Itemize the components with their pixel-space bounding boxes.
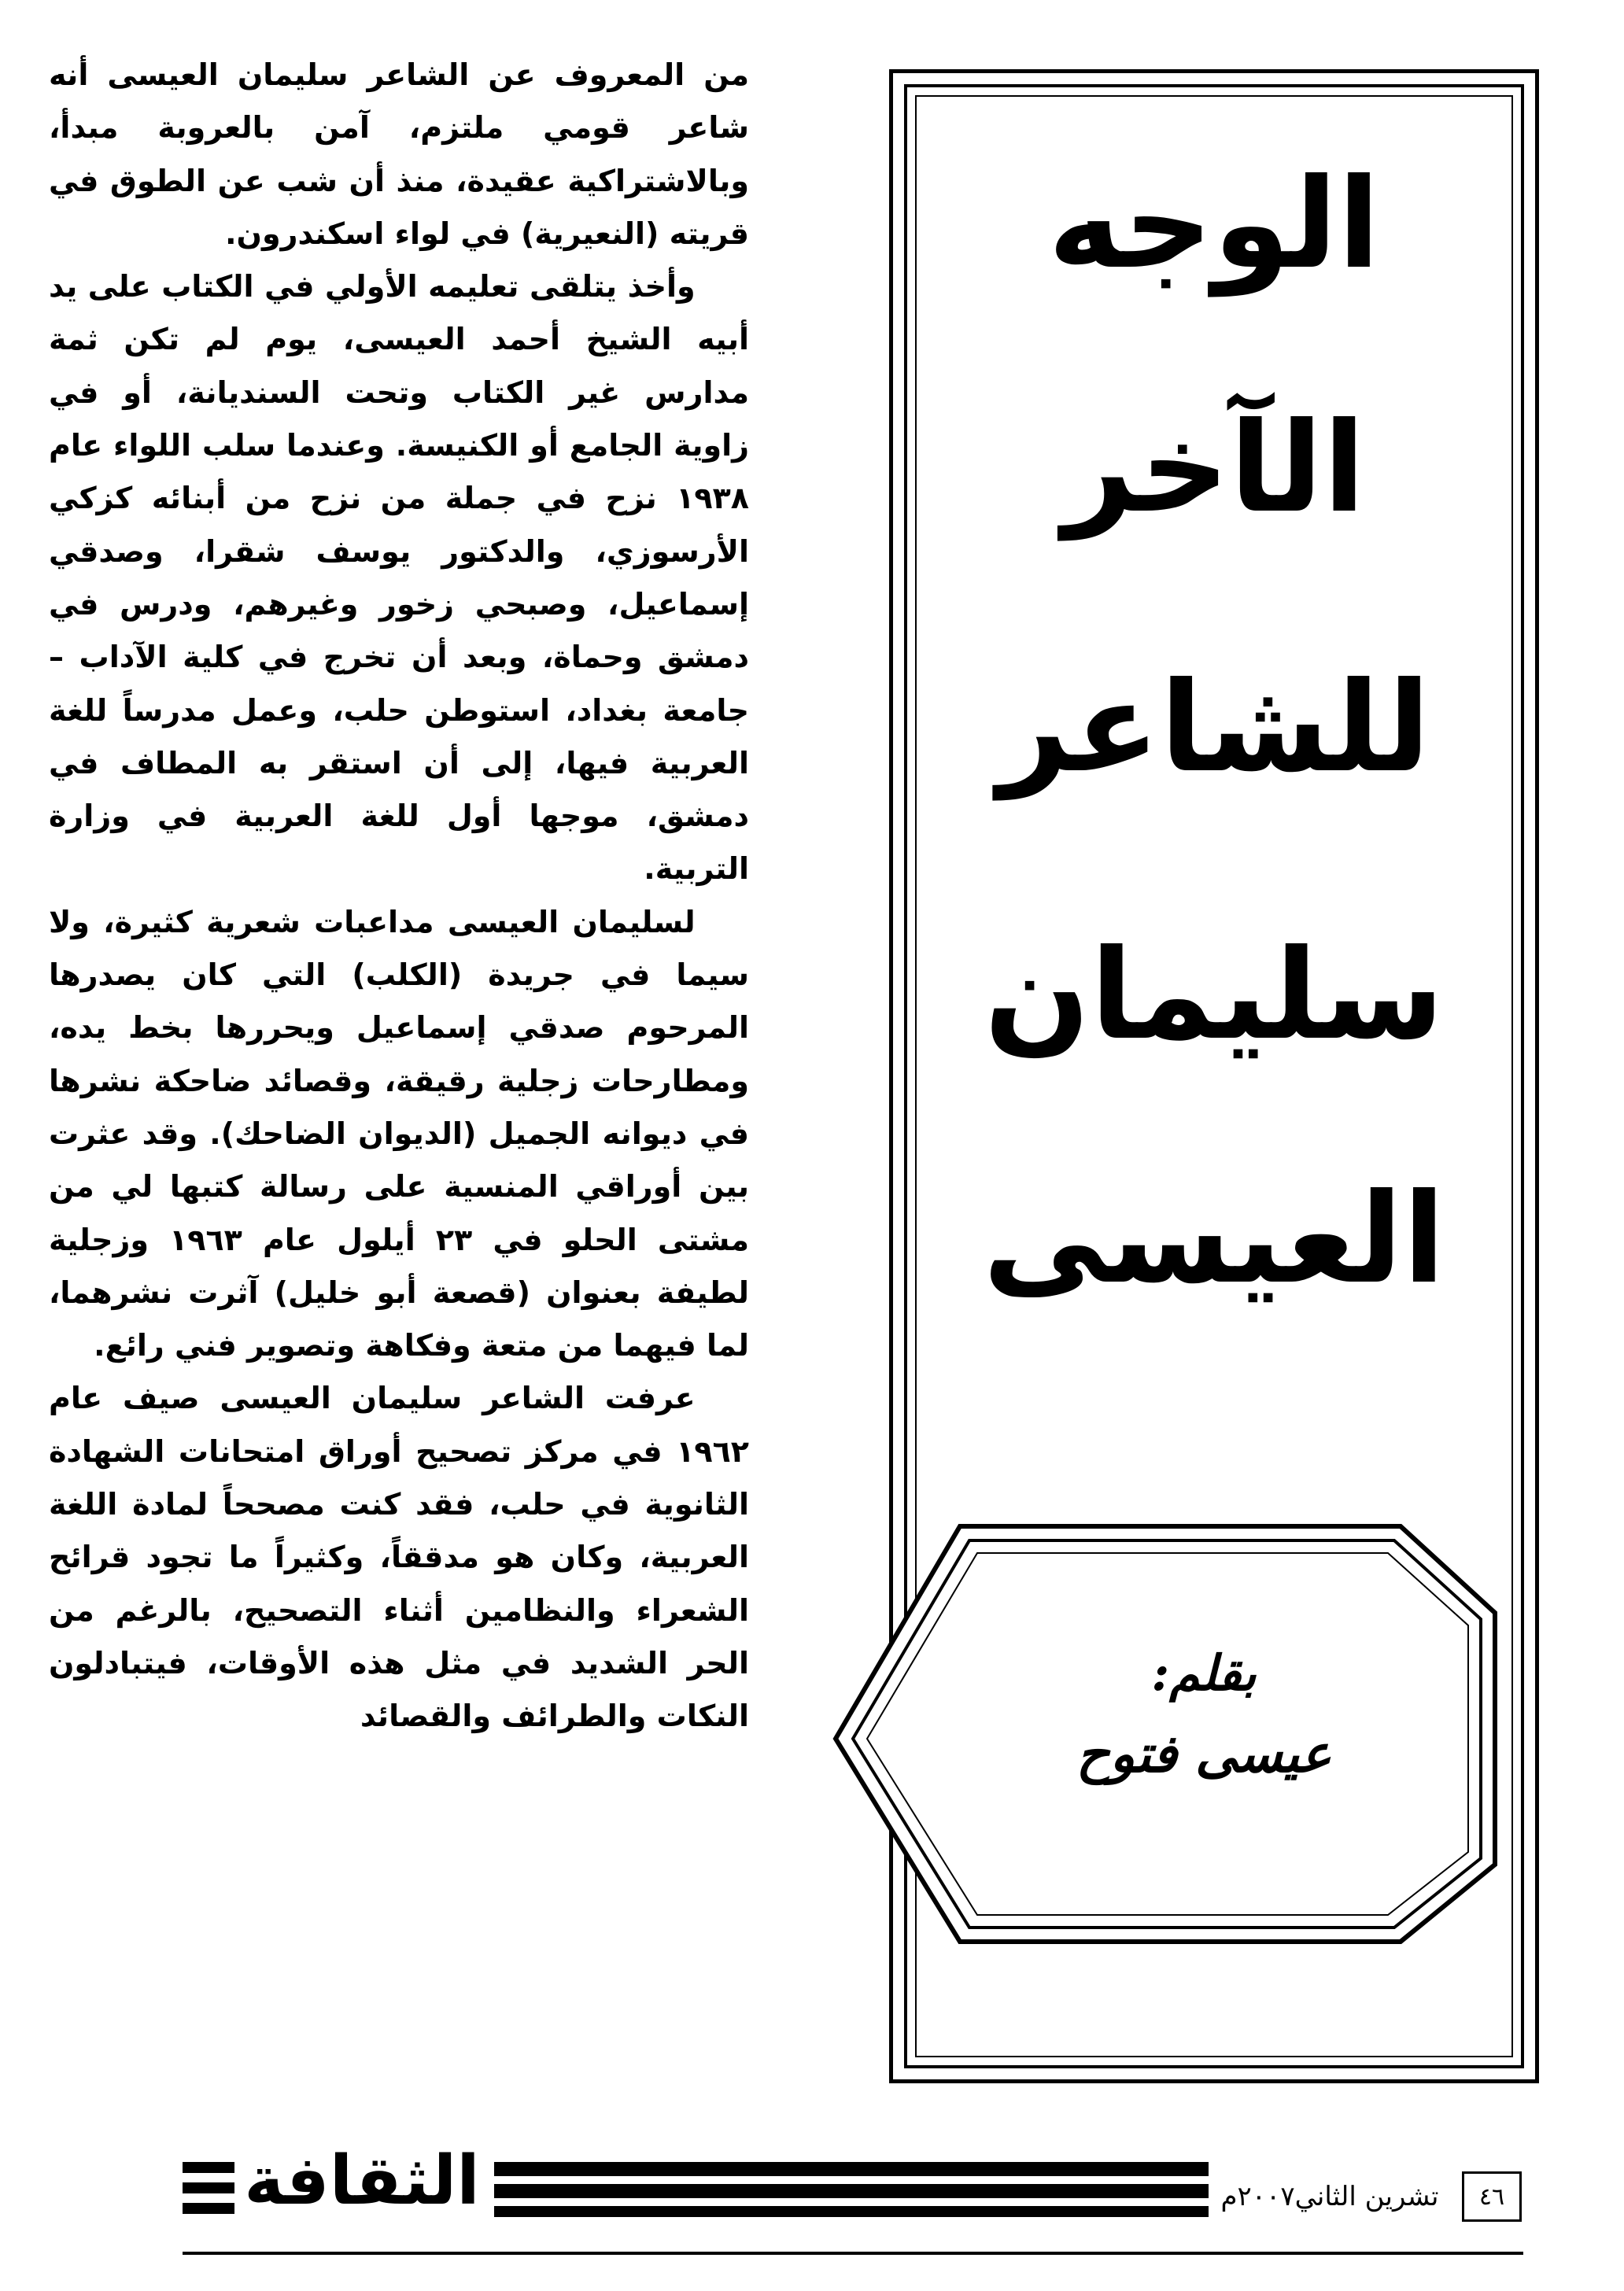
byline-author: عيسى فتوح (1076, 1723, 1332, 1784)
issue-date: تشرين الثاني٢٠٠٧م (1220, 2181, 1439, 2212)
article-paragraph: وأخذ يتلقى تعليمه الأولي في الكتاب على يد أبيه الشيخ أحمد العيسى، يوم لم تكن ثمة مدارس غير الكتاب وتحت السنديانة، أو في زاوية الجامع أو الكنيسة. وعندما سلب اللواء عام ١٩٣٨ نزح في جملة من نزح من أبنائه كزكي الأرسوزي، والدكتور يوسف شقرا، وصدقي إسماعيل، وصبحي زخور وغيرهم، ودرس في دمشق وحماة، وبعد أن تخرج في كلية الآداب – جامعة بغداد، استوطن حلب، وعمل مدرساً للغة العربية فيها، إلى أن استقر به المطاف في دمشق، موجها أول للغة العربية في وزارة التربية. (49, 269, 749, 887)
footer-bar (494, 2162, 1209, 2176)
footer-bar (494, 2206, 1209, 2217)
article-paragraph: من المعروف عن الشاعر سليمان العيسى أنه شاعر قومي ملتزم، آمن بالعروبة مبدأ، وبالاشتراكية عقيدة، منذ أن شب عن الطوق في قريته (النعيرية) في لواء اسكندرون. (49, 57, 749, 251)
article-paragraph: لسليمان العيسى مداعبات شعرية كثيرة، ولا سيما في جريدة (الكلب) التي كان يصدرها المرحوم صدقي إسماعيل ويحررها بخط يده، ومطارحات زجلية رقيقة، وقصائد ضاحكة نشرها في ديوانه الجميل (الديوان الضاحك). وقد عثرت بين أوراقي المنسية على رسالة كتبها لي من مشتى الحلو في ٢٣ أيلول عام ١٩٦٣ وزجلية لطيفة بعنوان (قصعة أبو خليل) آثرت نشرهما، لما فيهما من متعة وفكاهة وتصوير فني رائع. (49, 904, 750, 1363)
article-paragraph: عرفت الشاعر سليمان العيسى صيف عام ١٩٦٢ في مركز تصحيح أوراق امتحانات الشهادة الثانوية في حلب، فقد كنت مصححاً لمادة اللغة العربية، وكان هو مدققاً، وكثيراً ما تجود قرائح الشعراء والنظامين أثناء التصحيح، بالرغم من الحر الشديد في مثل هذه الأوقات، فيتبادلون النكات والطرائف والقصائد (49, 1381, 749, 1734)
article-body (49, 49, 749, 1743)
page-number: ٤٦ (1478, 2182, 1505, 2211)
title-line-2: الآخر (1062, 396, 1366, 540)
magazine-masthead: الثقافة (244, 2142, 480, 2220)
footer-bottom-rule (183, 2252, 1523, 2255)
page-number-box (1462, 2171, 1522, 2222)
title-line-1: الوجه (1047, 152, 1381, 297)
byline-label: بقلم: (1151, 1644, 1257, 1702)
footer-bar (183, 2182, 234, 2193)
footer-bar (494, 2184, 1209, 2198)
title-line-3: للشاعر (997, 655, 1431, 800)
footer-bar (183, 2203, 234, 2214)
title-line-4: سليمان (984, 923, 1445, 1068)
footer-bar (183, 2162, 234, 2173)
title-line-5: العيسى (983, 1167, 1445, 1312)
